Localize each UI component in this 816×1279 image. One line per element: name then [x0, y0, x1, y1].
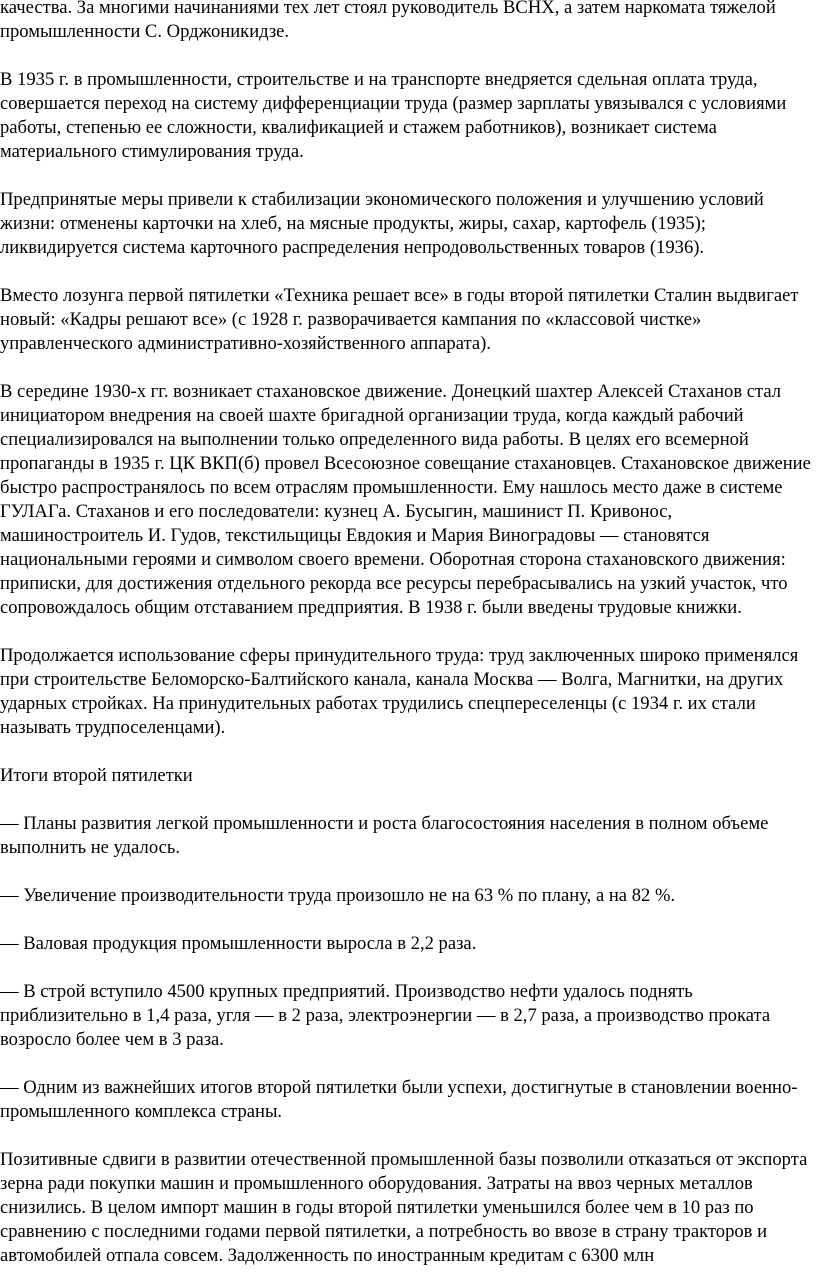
result-item-productivity: — Увеличение производительности труда произошло не на 63 % по плану, а на 82 %. [0, 885, 676, 906]
paragraph-orjonikidze: качества. За многими начинаниями тех лет стоял руководитель ВСНХ, а затем наркомата тяжелой промышленности С. Орджоникидзе. [0, 0, 776, 42]
paragraph-forced-labor: Продолжается использование сферы принудительного труда: труд заключенных широко применялся при строительстве Беломорско-Балтийского канала, канала Москва — Волга, Магнитки, на других ударных стройках. На принудительных работах трудились спецпереселенцы (с 1934 г. их стали называть трудпоселенцами). [0, 645, 799, 738]
result-item-military-industry: — Одним из важнейших итогов второй пятилетки были успехи, достигнутые в становлении военно-промышленного комплекса страны. [0, 1077, 798, 1122]
paragraph-stakhanov-movement: В середине 1930-х гг. возникает стахановское движение. Донецкий шахтер Алексей Стаханов стал инициатором внедрения на своей шахте бригадной организации труда, когда каждый рабочий специализировался на выполнении только определенного вида работы. В целях его всемерной пропаганды в 1935 г. ЦК ВКП(б) провел Всесоюзное совещание стахановцев. Стахановское движение быстро распространялось по всем отраслям промышленности. Ему нашлось место даже в системе ГУЛАГа. Стаханов и его последователи: кузнец А. Бусыгин, машинист П. Кривонос, машиностроитель И. Гудов, текстильщицы Евдокия и Мария Виноградовы — становятся национальными героями и символом своего времени. Оборотная сторона стахановского движения: приписки, для достижения отдельного рекорда все ресурсы перебрасывались на узкий участок, что сопровождалось общим отставанием предприятия. В 1938 г. были введены трудовые книжки. [0, 381, 811, 618]
paragraph-import-reduction: Позитивные сдвиги в развитии отечественной промышленной базы позволили отказаться от экспорта зерна ради покупки машин и промышленного оборудования. Затраты на ввоз черных металлов снизились. В целом импорт машин в годы второй пятилетки уменьшился более чем в 10 раз по сравнению с последними годами первой пятилетки, а потребность во ввозе в страну тракторов и автомобилей отпала совсем. Задолженность по иностранным кредитам с 6300 млн [0, 1149, 808, 1266]
section-heading-results: Итоги второй пятилетки [0, 765, 193, 786]
result-item-gross-output: — Валовая продукция промышленности выросла в 2,2 раза. [0, 933, 477, 954]
paragraph-cadres-slogan: Вместо лозунга первой пятилетки «Техника решает все» в годы второй пятилетки Сталин выдвигает новый: «Кадры решают все» (с 1928 г. разворачивается кампания по «классовой чистке» управленческого административно-хозяйственного аппарата). [0, 285, 799, 354]
result-item-enterprises: — В строй вступило 4500 крупных предприятий. Производство нефти удалось поднять приблизительно в 1,4 раза, угля — в 2 раза, электроэнергии — в 2,7 раза, а производство проката возросло более чем в 3 раза. [0, 981, 771, 1050]
paragraph-ration-cards: Предпринятые меры привели к стабилизации экономического положения и улучшению условий жизни: отменены карточки на хлеб, на мясные продукты, жиры, сахар, картофель (1935); ликвидируется система карточного распределения непродовольственных товаров (1936). [0, 189, 764, 258]
result-item-light-industry: — Планы развития легкой промышленности и роста благосостояния населения в полном объеме выполнить не удалось. [0, 813, 769, 858]
paragraph-piecework-pay: В 1935 г. в промышленности, строительстве и на транспорте внедряется сдельная оплата труда, совершается переход на систему дифференциации труда (размер зарплаты увязывался с условиями работы, степенью ее сложности, квалификацией и стажем работников), возникает система материального стимулирования труда. [0, 69, 787, 162]
